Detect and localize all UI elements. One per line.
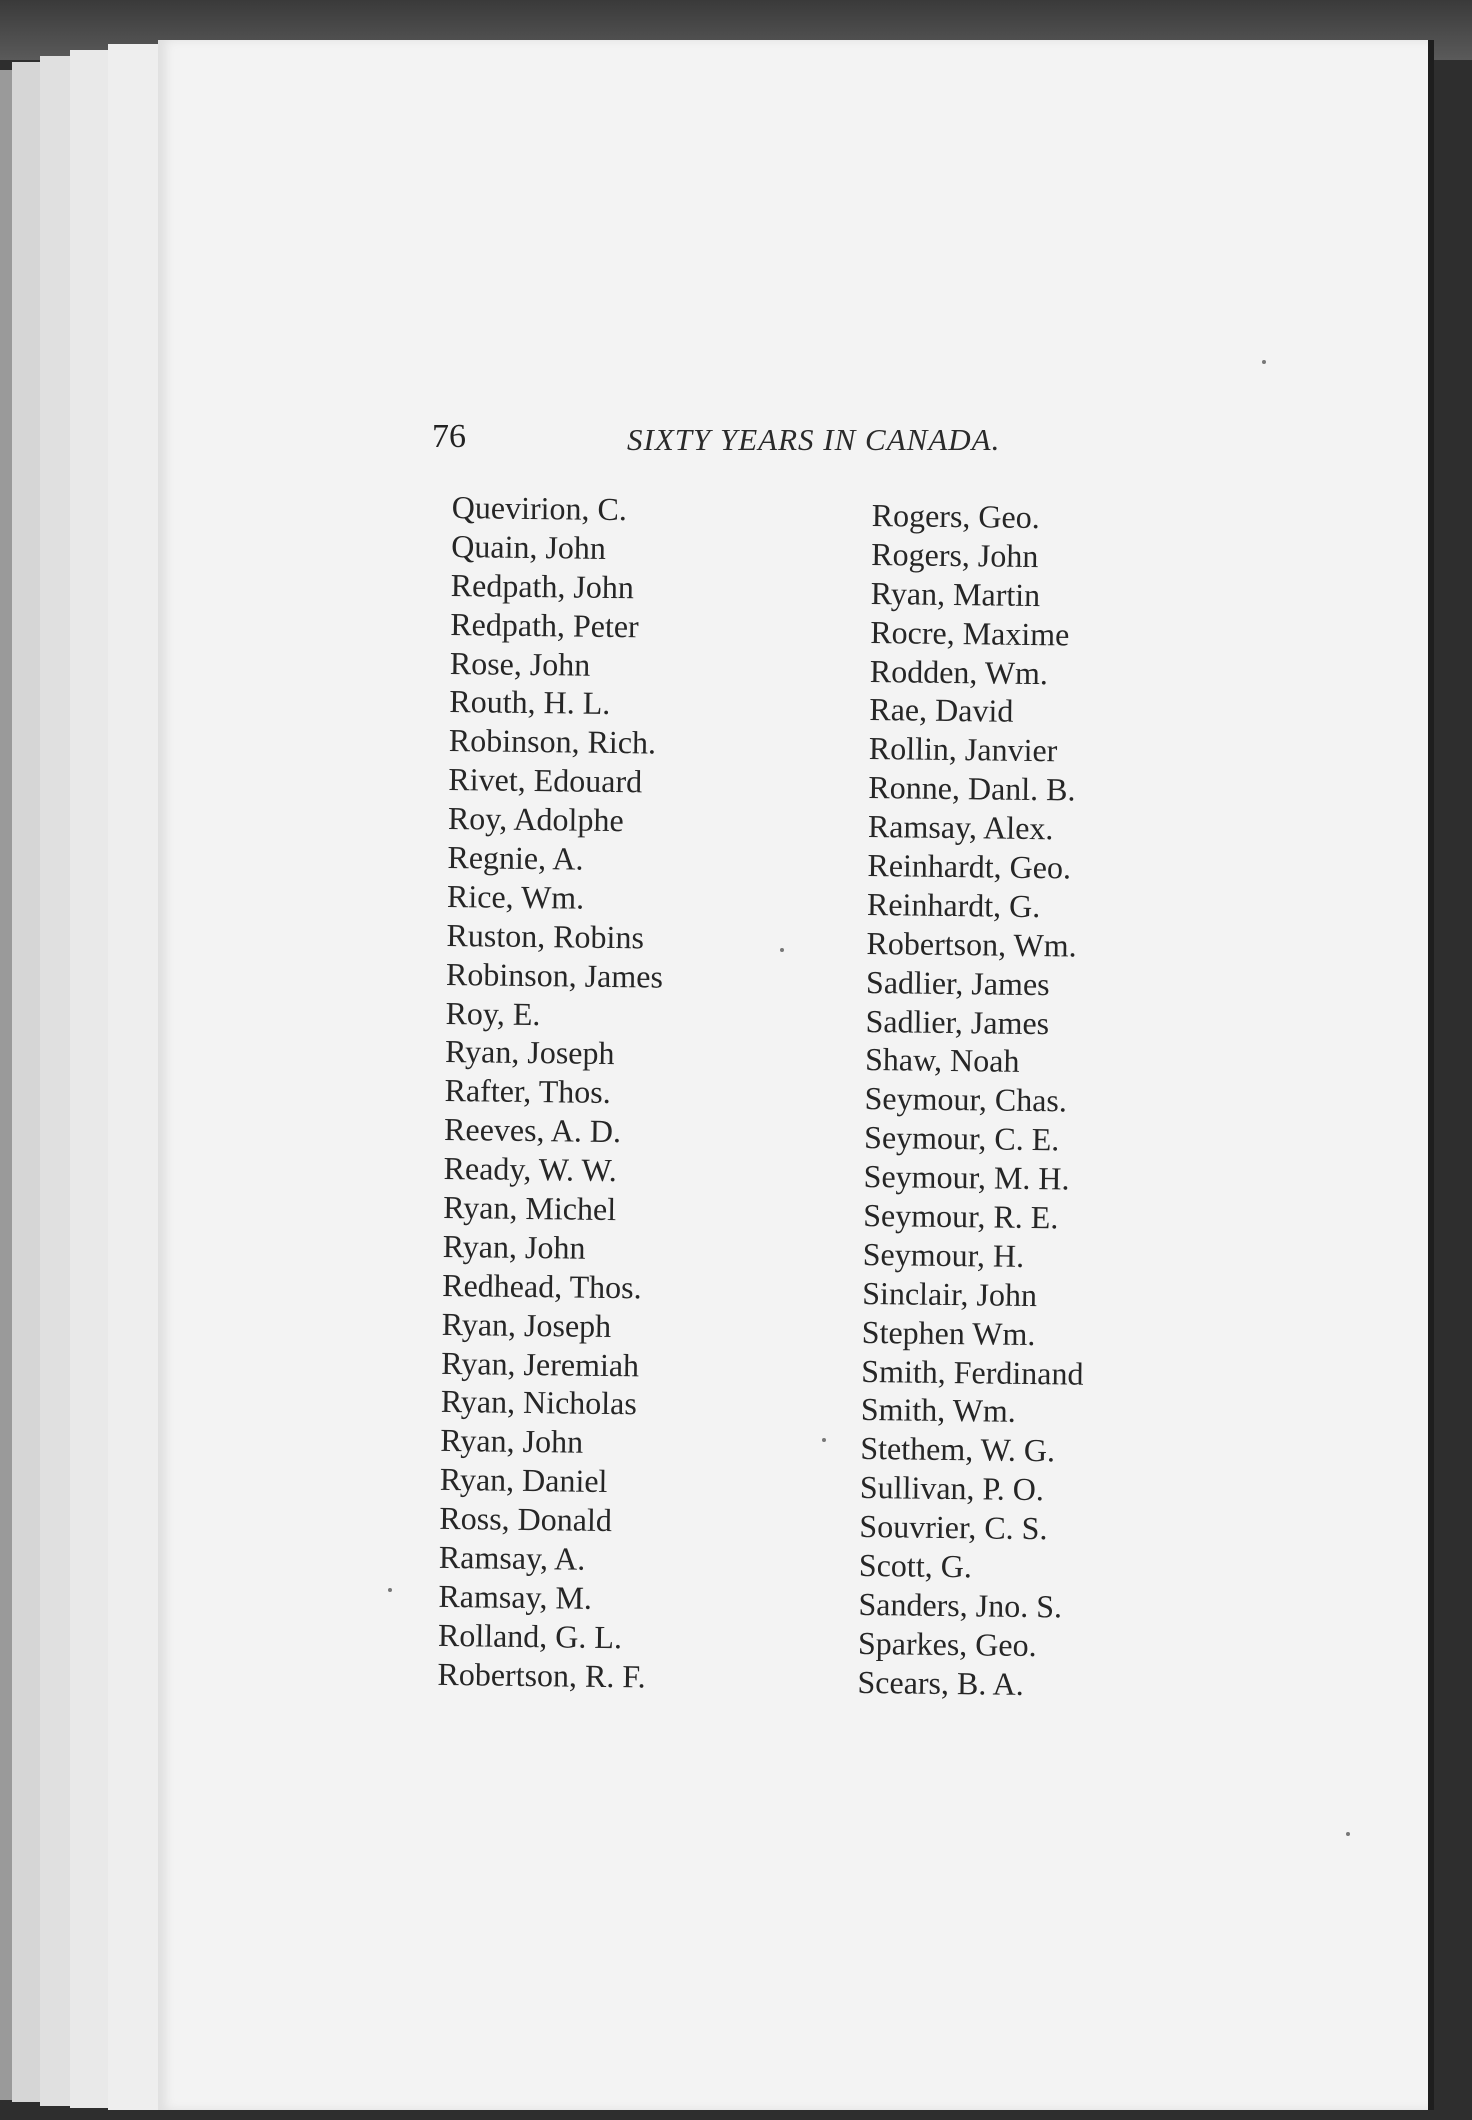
scan-speck <box>1262 360 1266 364</box>
name-entry: Redpath, John <box>450 566 635 606</box>
name-entry: Quain, John <box>451 527 607 566</box>
name-entry: Rogers, Geo. <box>871 496 1040 536</box>
name-entry: Sanders, Jno. S. <box>858 1585 1063 1625</box>
name-entry: Ryan, Nicholas <box>440 1383 638 1422</box>
name-entry: Reinhardt, Geo. <box>867 846 1072 886</box>
name-entry: Ramsay, M. <box>438 1577 593 1616</box>
name-list-right-column <box>857 496 1292 1707</box>
scan-speck <box>388 1588 392 1592</box>
name-entry: Seymour, H. <box>862 1235 1025 1274</box>
scan-speck <box>1346 1832 1350 1836</box>
name-entry: Ryan, Joseph <box>444 1033 615 1072</box>
name-entry: Reeves, A. D. <box>443 1111 622 1150</box>
name-entry: Roy, Adolphe <box>447 800 624 839</box>
name-list-left-column <box>437 488 842 1698</box>
name-entry: Rafter, Thos. <box>444 1072 611 1111</box>
name-entry: Stethem, W. G. <box>860 1430 1056 1469</box>
name-entry: Ronne, Danl. B. <box>868 769 1076 808</box>
name-entry: Rocre, Maxime <box>870 613 1070 653</box>
name-entry: Scears, B. A. <box>857 1663 1024 1702</box>
name-entry: Seymour, C. E. <box>863 1119 1060 1158</box>
name-entry: Rolland, G. L. <box>437 1616 623 1655</box>
name-entry: Ross, Donald <box>439 1500 613 1539</box>
name-entry: Rivet, Edouard <box>448 761 643 800</box>
name-entry: Sullivan, P. O. <box>859 1469 1045 1508</box>
name-entry: Rice, Wm. <box>446 877 585 916</box>
name-entry: Robertson, Wm. <box>866 924 1077 964</box>
name-entry: Ryan, Daniel <box>439 1461 608 1500</box>
running-title: SIXTY YEARS IN CANADA. <box>627 422 1001 457</box>
name-entry: Regnie, A. <box>447 838 584 877</box>
name-entry: Sparkes, Geo. <box>857 1624 1037 1663</box>
name-entry: Quevirion, C. <box>451 488 628 528</box>
name-entry: Ruston, Robins <box>446 916 645 956</box>
name-entry: Seymour, M. H. <box>863 1158 1070 1197</box>
name-entry: Sinclair, John <box>862 1274 1038 1313</box>
name-entry: Seymour, Chas. <box>864 1080 1068 1119</box>
name-entry: Stephen Wm. <box>861 1313 1036 1352</box>
name-entry: Ready, W. W. <box>443 1150 617 1189</box>
name-entry: Sadlier, James <box>865 963 1050 1002</box>
name-entry: Rose, John <box>449 644 591 683</box>
name-entry: Redhead, Thos. <box>442 1266 642 1306</box>
name-entry: Rae, David <box>869 691 1014 730</box>
page-header <box>432 418 1072 468</box>
name-entry: Redpath, Peter <box>450 605 639 644</box>
name-entry: Routh, H. L. <box>449 683 611 722</box>
name-entry: Robinson, James <box>445 955 664 995</box>
name-entry: Ryan, John <box>442 1227 586 1266</box>
name-entry: Ramsay, A. <box>438 1538 586 1577</box>
name-entry: Ryan, John <box>440 1422 584 1461</box>
name-entry: Ryan, Jeremiah <box>441 1344 640 1383</box>
page-number: 76 <box>432 418 466 455</box>
name-entry: Rodden, Wm. <box>869 652 1049 691</box>
name-entry: Smith, Ferdinand <box>861 1352 1084 1392</box>
name-entry: Ryan, Joseph <box>441 1305 612 1344</box>
name-entry: Rollin, Janvier <box>868 730 1058 769</box>
name-entry: Ryan, Martin <box>870 574 1041 613</box>
name-entry: Reinhardt, G. <box>866 885 1041 924</box>
name-entry: Rogers, John <box>871 535 1039 574</box>
name-entry: Souvrier, C. S. <box>859 1508 1048 1547</box>
name-entry: Sadlier, James <box>865 1002 1050 1041</box>
name-entry: Ramsay, Alex. <box>867 808 1054 847</box>
name-entry: Ryan, Michel <box>442 1188 617 1228</box>
name-entry: Robinson, Rich. <box>448 722 657 761</box>
name-entry: Robertson, R. F. <box>437 1655 646 1695</box>
name-entry: Shaw, Noah <box>864 1041 1020 1080</box>
name-entry: Roy, E. <box>445 994 541 1032</box>
name-entry: Seymour, R. E. <box>862 1196 1059 1236</box>
name-entry: Scott, G. <box>858 1546 973 1585</box>
name-entry: Smith, Wm. <box>860 1391 1017 1430</box>
